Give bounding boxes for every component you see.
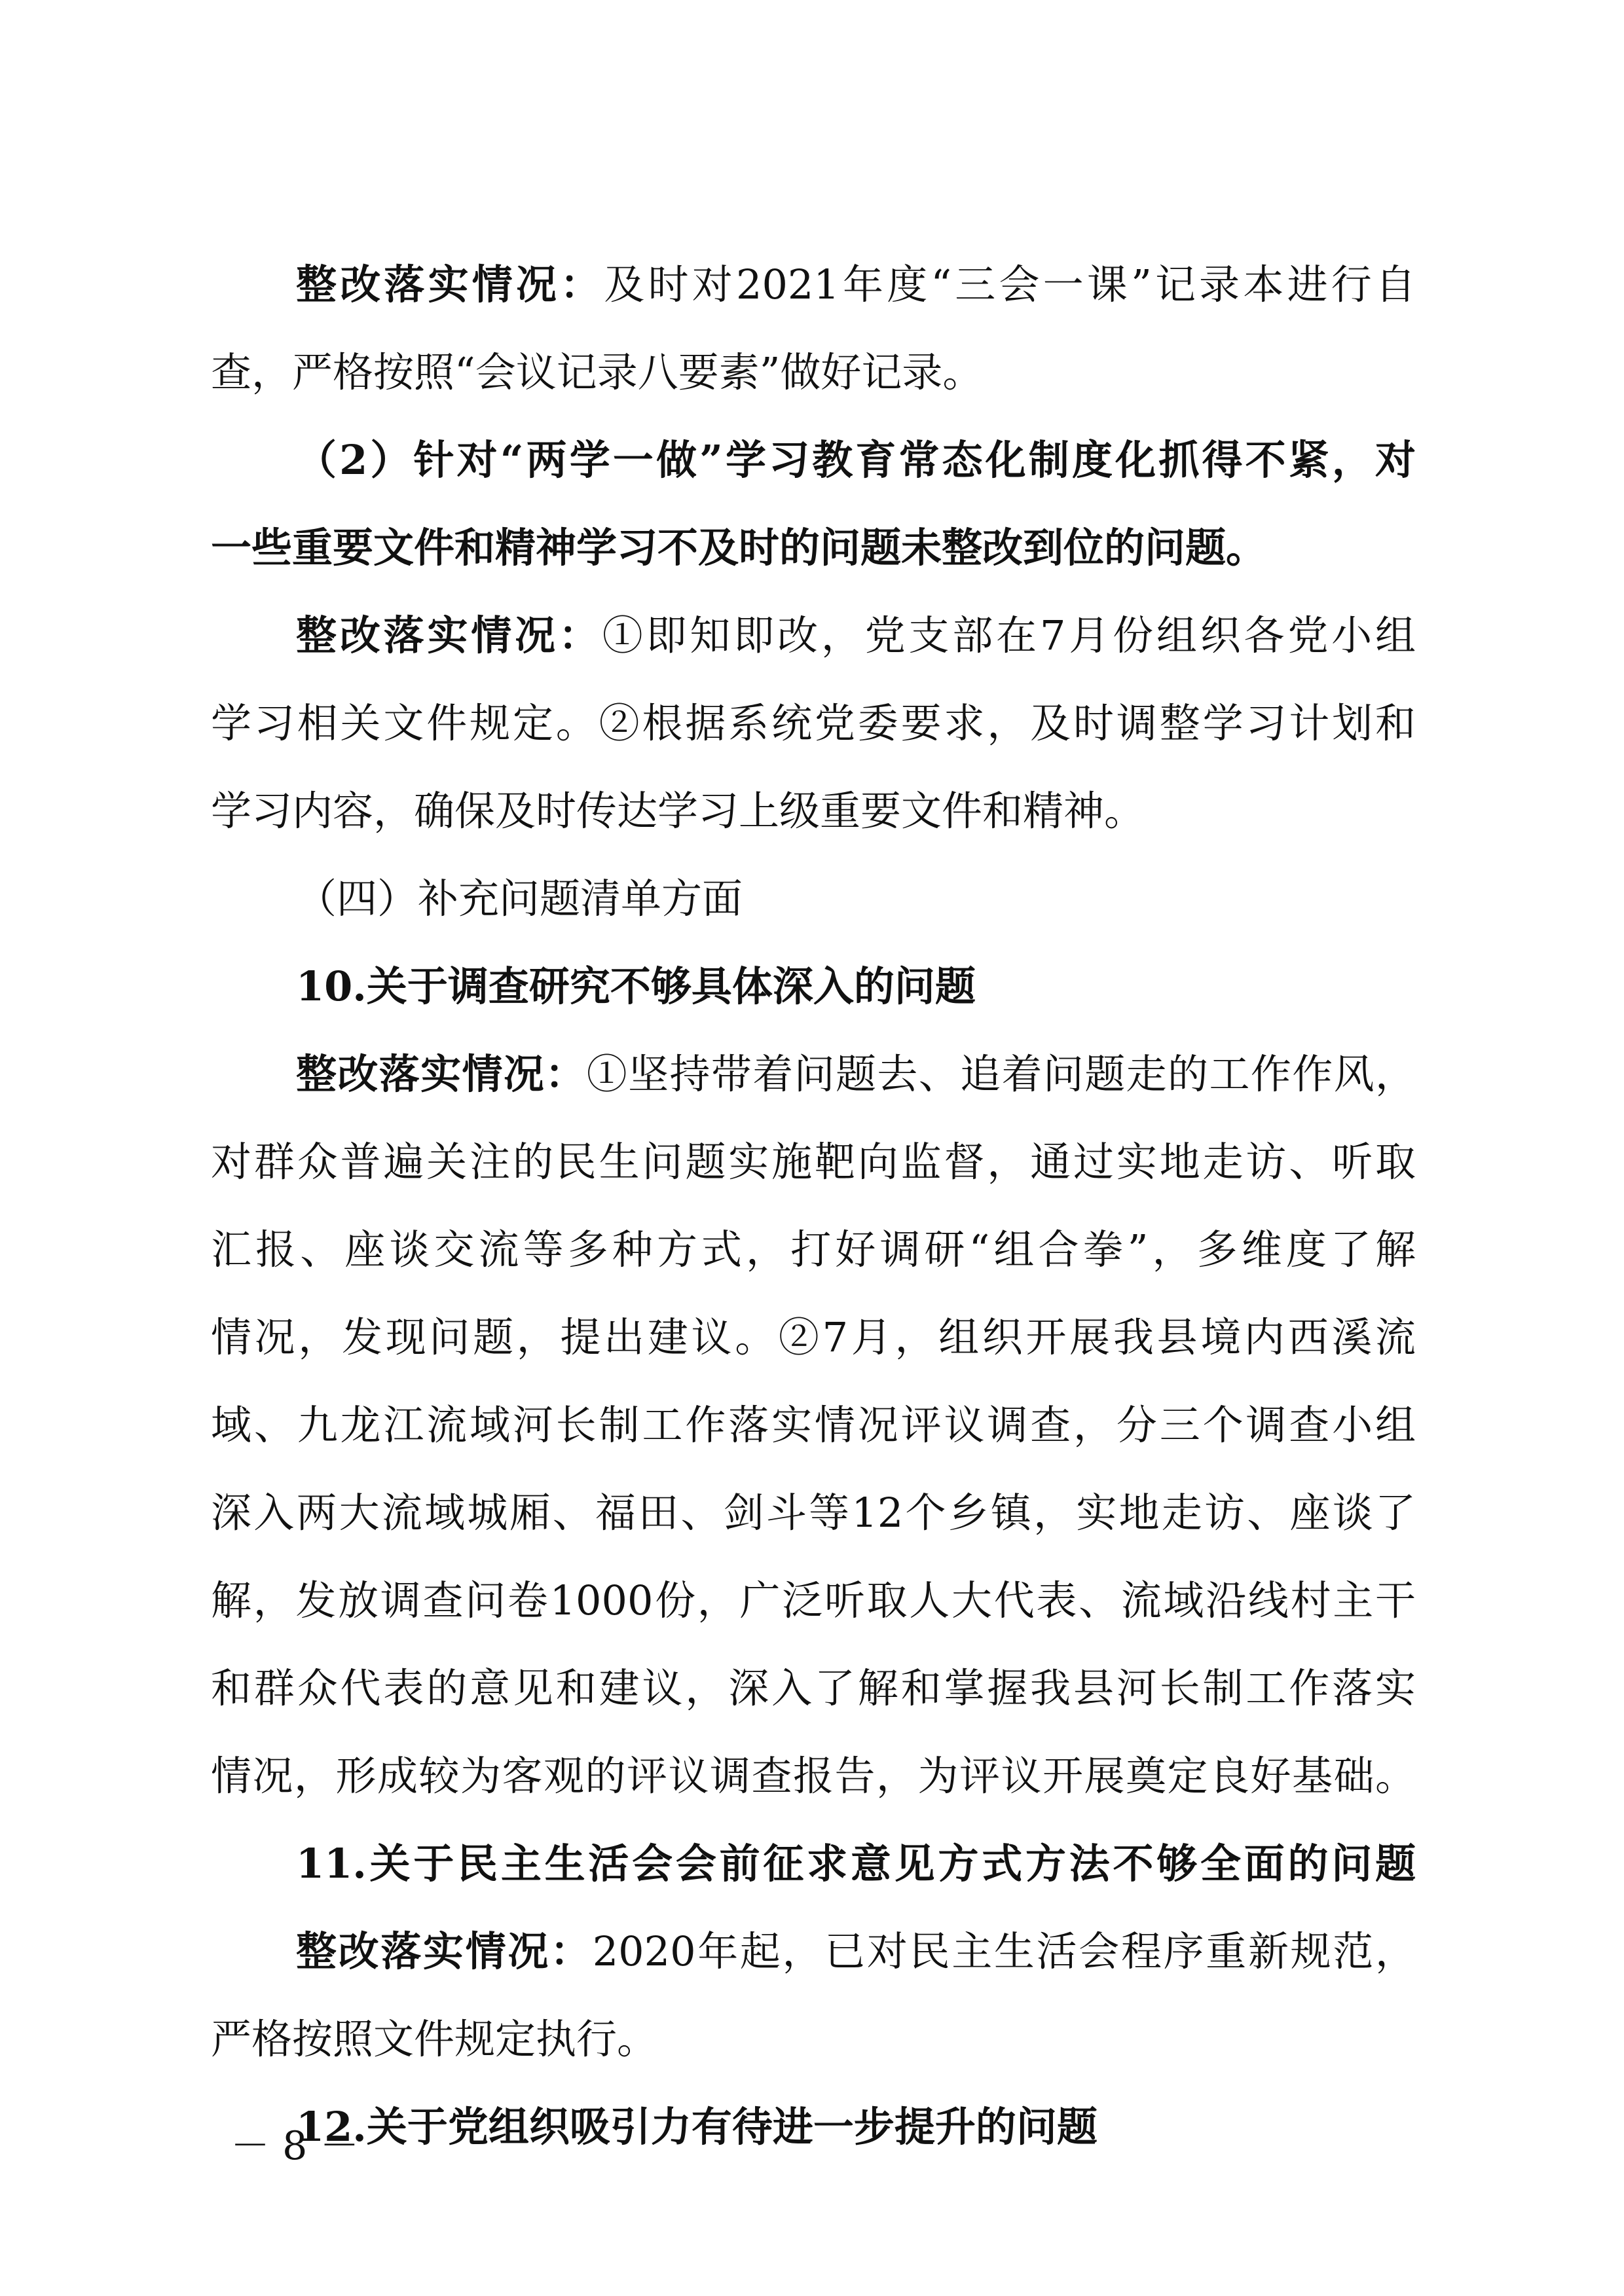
- paragraph: [211, 1030, 1416, 1820]
- body-text: （四）补充问题清单方面: [296, 875, 743, 922]
- body-text: 严格按照文件规定执行。: [211, 2015, 658, 2063]
- text-line: [211, 416, 1416, 504]
- body-text: 深入两大流域城厢、福田、剑斗等12个乡镇，实地走访、座谈了: [211, 1489, 1416, 1537]
- text-line: [211, 767, 1416, 855]
- text-line: [211, 943, 1416, 1030]
- paragraph: [211, 592, 1416, 855]
- section-label: 整改落实情况：: [296, 611, 602, 659]
- paragraph: [211, 416, 1416, 592]
- text-line: [211, 241, 1416, 329]
- paragraph: [211, 1820, 1416, 1908]
- text-line: [211, 1469, 1416, 1557]
- body-text: ①即知即改，党支部在7月份组织各党小组: [602, 611, 1416, 659]
- text-line: [211, 1645, 1416, 1732]
- text-line: [211, 855, 1416, 943]
- paragraph: [211, 241, 1416, 416]
- body-text: 汇报、座谈交流等多种方式，打好调研“组合拳”，多维度了解: [211, 1226, 1416, 1273]
- paragraph: [211, 2083, 1416, 2171]
- text-line: [211, 329, 1416, 416]
- text-line: [211, 1030, 1416, 1118]
- body-text: 和群众代表的意见和建议，深入了解和掌握我县河长制工作落实: [211, 1664, 1416, 1712]
- section-label: 整改落实情况：: [296, 261, 604, 308]
- heading-text: 一些重要文件和精神学习不及时的问题未整改到位的问题。: [211, 524, 1267, 572]
- section-label: 整改落实情况：: [296, 1050, 587, 1098]
- text-line: [211, 1732, 1416, 1820]
- body-text: ①坚持带着问题去、追着问题走的工作作风，: [586, 1050, 1416, 1098]
- text-line: [211, 1557, 1416, 1645]
- page-number: － 8 －: [231, 2123, 360, 2169]
- text-line: [211, 2083, 1416, 2171]
- text-line: [211, 1381, 1416, 1469]
- heading-text: 12.关于党组织吸引力有待进一步提升的问题: [296, 2103, 1098, 2151]
- paragraph: [211, 1908, 1416, 2083]
- text-line: [211, 1118, 1416, 1206]
- text-line: [211, 680, 1416, 767]
- text-line: [211, 1820, 1416, 1908]
- paragraph: [211, 855, 1416, 943]
- body-text: 学习相关文件规定。②根据系统党委要求，及时调整学习计划和: [211, 699, 1416, 747]
- text-line: [211, 504, 1416, 592]
- body-text: 情况，形成较为客观的评议调查报告，为评议开展奠定良好基础。: [211, 1752, 1416, 1800]
- heading-text: 11.关于民主生活会会前征求意见方式方法不够全面的问题: [296, 1840, 1416, 1887]
- body-text: 对群众普遍关注的民生问题实施靶向监督，通过实地走访、听取: [211, 1138, 1416, 1186]
- section-label: 整改落实情况：: [296, 1927, 593, 1975]
- body-text: 查，严格按照“会议记录八要素”做好记录。: [211, 348, 984, 396]
- text-line: [211, 592, 1416, 680]
- body-text: 学习内容，确保及时传达学习上级重要文件和精神。: [211, 787, 1145, 835]
- body-text: 域、九龙江流域河长制工作落实情况评议调查，分三个调查小组: [211, 1401, 1416, 1449]
- body-text: 及时对2021年度“三会一课”记录本进行自: [604, 261, 1416, 308]
- heading-text: （2）针对“两学一做”学习教育常态化制度化抓得不紧，对: [296, 436, 1416, 484]
- text-line: [211, 1294, 1416, 1381]
- document-body: [211, 241, 1416, 2171]
- text-line: [211, 1206, 1416, 1294]
- body-text: 2020年起，已对民主生活会程序重新规范，: [592, 1927, 1416, 1975]
- heading-text: 10.关于调查研究不够具体深入的问题: [296, 962, 976, 1010]
- body-text: 解，发放调查问卷1000份，广泛听取人大代表、流域沿线村主干: [211, 1576, 1416, 1624]
- text-line: [211, 1995, 1416, 2083]
- body-text: 情况，发现问题，提出建议。②7月，组织开展我县境内西溪流: [211, 1313, 1416, 1361]
- text-line: [211, 1908, 1416, 1995]
- paragraph: [211, 943, 1416, 1030]
